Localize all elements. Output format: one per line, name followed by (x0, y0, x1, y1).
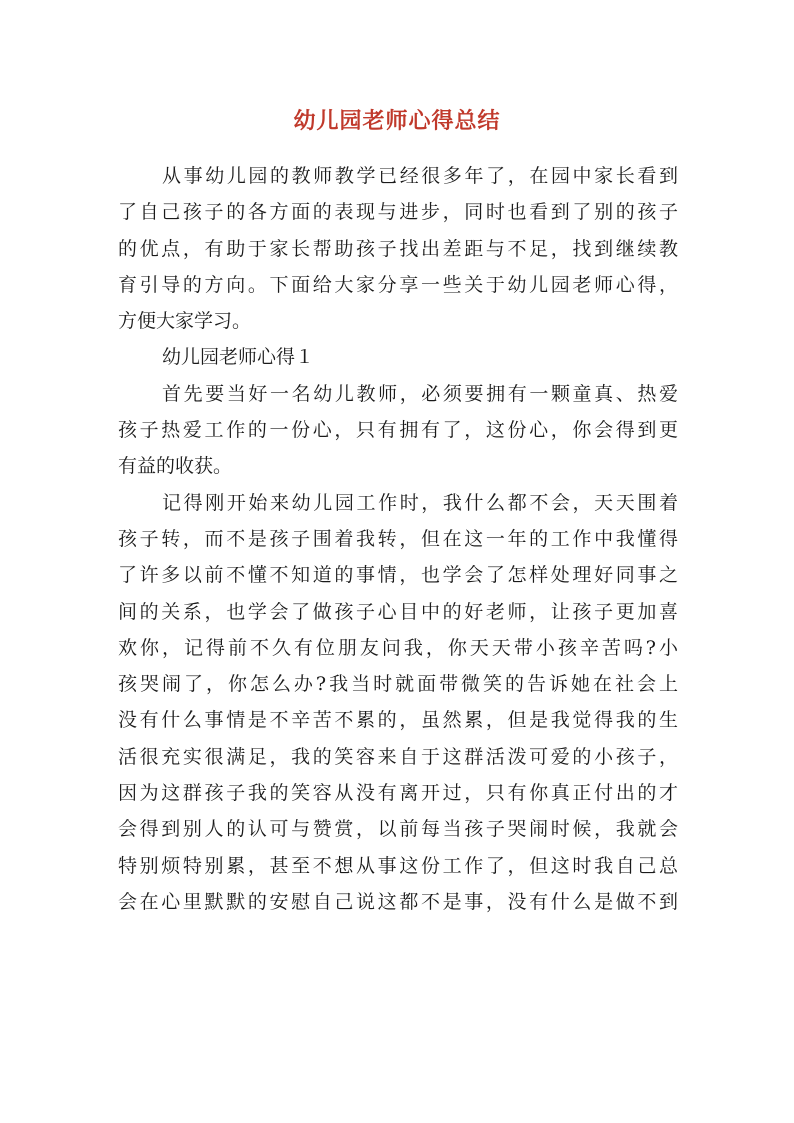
body-line: 活很充实很满足，我的笑容来自于这群活泼可爱的小孩子， (118, 745, 678, 768)
body-line: 孩哭闹了，你怎么办?我当时就面带微笑的告诉她在社会上 (118, 673, 678, 696)
body-line: 的优点，有助于家长帮助孩子找出差距与不足，找到继续教 (118, 237, 678, 260)
section-heading: 幼儿园老师心得１ (162, 346, 315, 369)
body-line: 了许多以前不懂不知道的事情，也学会了怎样处理好同事之 (118, 564, 678, 587)
body-line: 间的关系，也学会了做孩子心目中的好老师，让孩子更加喜 (118, 600, 678, 623)
body-line: 没有什么事情是不辛苦不累的，虽然累，但是我觉得我的生 (118, 709, 678, 732)
document-body (118, 158, 678, 920)
body-line: 孩子热爱工作的一份心，只有拥有了，这份心，你会得到更 (118, 419, 678, 442)
body-line: 特别烦特别累，甚至不想从事这份工作了，但这时我自己总 (118, 854, 678, 877)
body-line: 会得到别人的认可与赞赏，以前每当孩子哭闹时候，我就会 (118, 818, 678, 841)
body-line: 欢你，记得前不久有位朋友问我，你天天带小孩辛苦吗?小 (118, 636, 678, 659)
body-line: 首先要当好一名幼儿教师，必须要拥有一颗童真、热爱 (162, 382, 678, 405)
body-line: 会在心里默默的安慰自己说这都不是事，没有什么是做不到 (118, 890, 678, 913)
body-line: 有益的收获。 (118, 455, 233, 478)
body-line: 方便大家学习。 (118, 310, 252, 333)
body-line: 从事幼儿园的教师教学已经很多年了，在园中家长看到 (162, 165, 678, 187)
body-line: 育引导的方向。下面给大家分享一些关于幼儿园老师心得， (118, 273, 678, 296)
body-line: 因为这群孩子我的笑容从没有离开过，只有你真正付出的才 (118, 782, 678, 805)
body-line: 了自己孩子的各方面的表现与进步，同时也看到了别的孩子 (118, 201, 678, 224)
body-line: 记得刚开始来幼儿园工作时，我什么都不会，天天围着 (162, 491, 678, 514)
document-title: 幼儿园老师心得总结 (293, 108, 501, 134)
body-line: 孩子转，而不是孩子围着我转，但在这一年的工作中我懂得 (118, 527, 678, 550)
